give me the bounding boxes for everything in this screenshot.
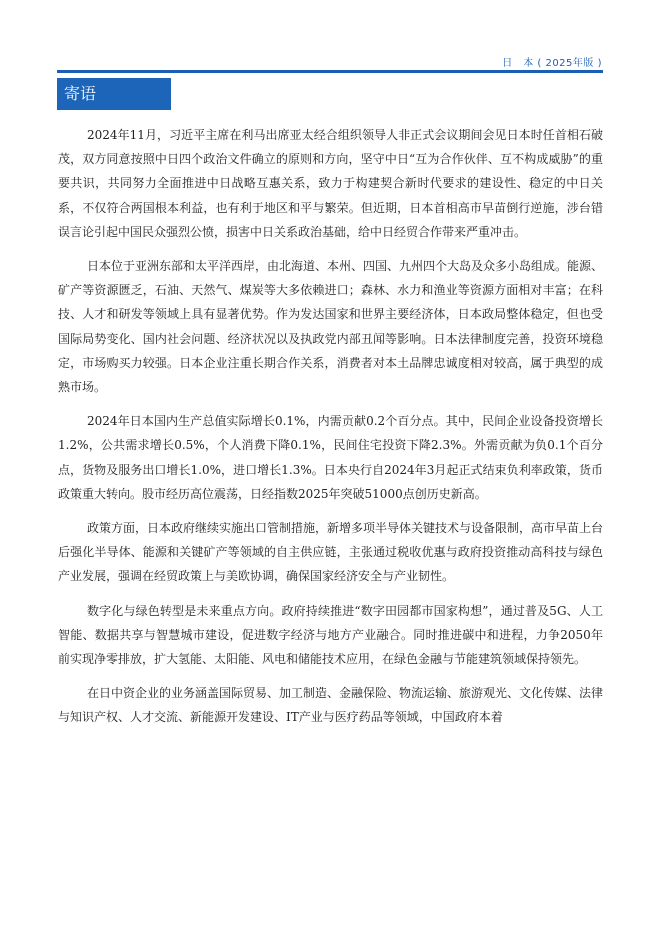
- paragraph: 日本位于亚洲东部和太平洋西岸，由北海道、本州、四国、九州四个大岛及众多小岛组成。能源、矿产等资源匮乏，石油、天然气、煤炭等大多依赖进口；森林、水力和渔业等资源方面相对丰富；在科技、人才和研发等领域上具有显著优势。作为发达国家和世界主要经济体，日本政局整体稳定，但也受国际局势变化、国内社会问题、经济状况以及执政党内部丑闻等影响。日本法律制度完善，投资环境稳定，市场购买力较强。日本企业注重长期合作关系，消费者对本土品牌忠诚度相对较高，属于典型的成熟市场。: [58, 259, 604, 395]
- paragraph: 在日中资企业的业务涵盖国际贸易、加工制造、金融保险、物流运输、旅游观光、文化传媒、法律与知识产权、人才交流、新能源开发建设、IT产业与医疗药品等领域，中国政府本着: [58, 686, 604, 725]
- document-header-title: 日 本 ( 2025年版 ): [502, 58, 602, 69]
- paragraph: 政策方面，日本政府继续实施出口管制措施，新增多项半导体关键技术与设备限制，高市早苗上台后强化半导体、能源和关键矿产等领域的自主供应链，主张通过税收优惠与政府投资推动高科技与绿色产业发展，强调在经贸政策上与美欧协调，确保国家经济安全与产业韧性。: [58, 521, 604, 584]
- paragraph: 2024年日本国内生产总值实际增长0.1%，内需贡献0.2个百分点。其中，民间企业设备投资增长1.2%，公共需求增长0.5%，个人消费下降0.1%，民间住宅投资下降2.3%。外需贡献为负0.1个百分点，货物及服务出口增长1.0%，进口增长1.3%。日本央行自2024年3月起正式结束负利率政策，货币政策重大转向。股市经历高位震荡，日经指数2025年突破51000点创历史新高。: [58, 414, 603, 501]
- paragraph: 数字化与绿色转型是未来重点方向。政府持续推进“数字田园都市国家构想”，通过普及5G、人工智能、数据共享与智慧城市建设，促进数字经济与地方产业融合。同时推进碳中和进程，力争2050年前实现净零排放，扩大氢能、太阳能、风电和储能技术应用，在绿色金融与节能建筑领域保持领先。: [58, 603, 603, 667]
- section-title: 寄语: [57, 78, 171, 110]
- body-text: [58, 123, 603, 740]
- header-divider: [57, 70, 603, 73]
- paragraph: 2024年11月，习近平主席在利马出席亚太经合组织领导人非正式会议期间会见日本时任首相石破茂，双方同意按照中日四个政治文件确立的原则和方向，坚守中日“互为合作伙伴、互不构成威胁”的重要共识，共同努力全面推进中日战略互惠关系，致力于构建契合新时代要求的建设性、稳定的中日关系，不仅符合两国根本利益，也有利于地区和平与繁荣。但近期，日本首相高市早苗倒行逆施，涉台错误言论引起中国民众强烈公愤，损害中日关系政治基础，给中日经贸合作带来严重冲击。: [58, 128, 603, 239]
